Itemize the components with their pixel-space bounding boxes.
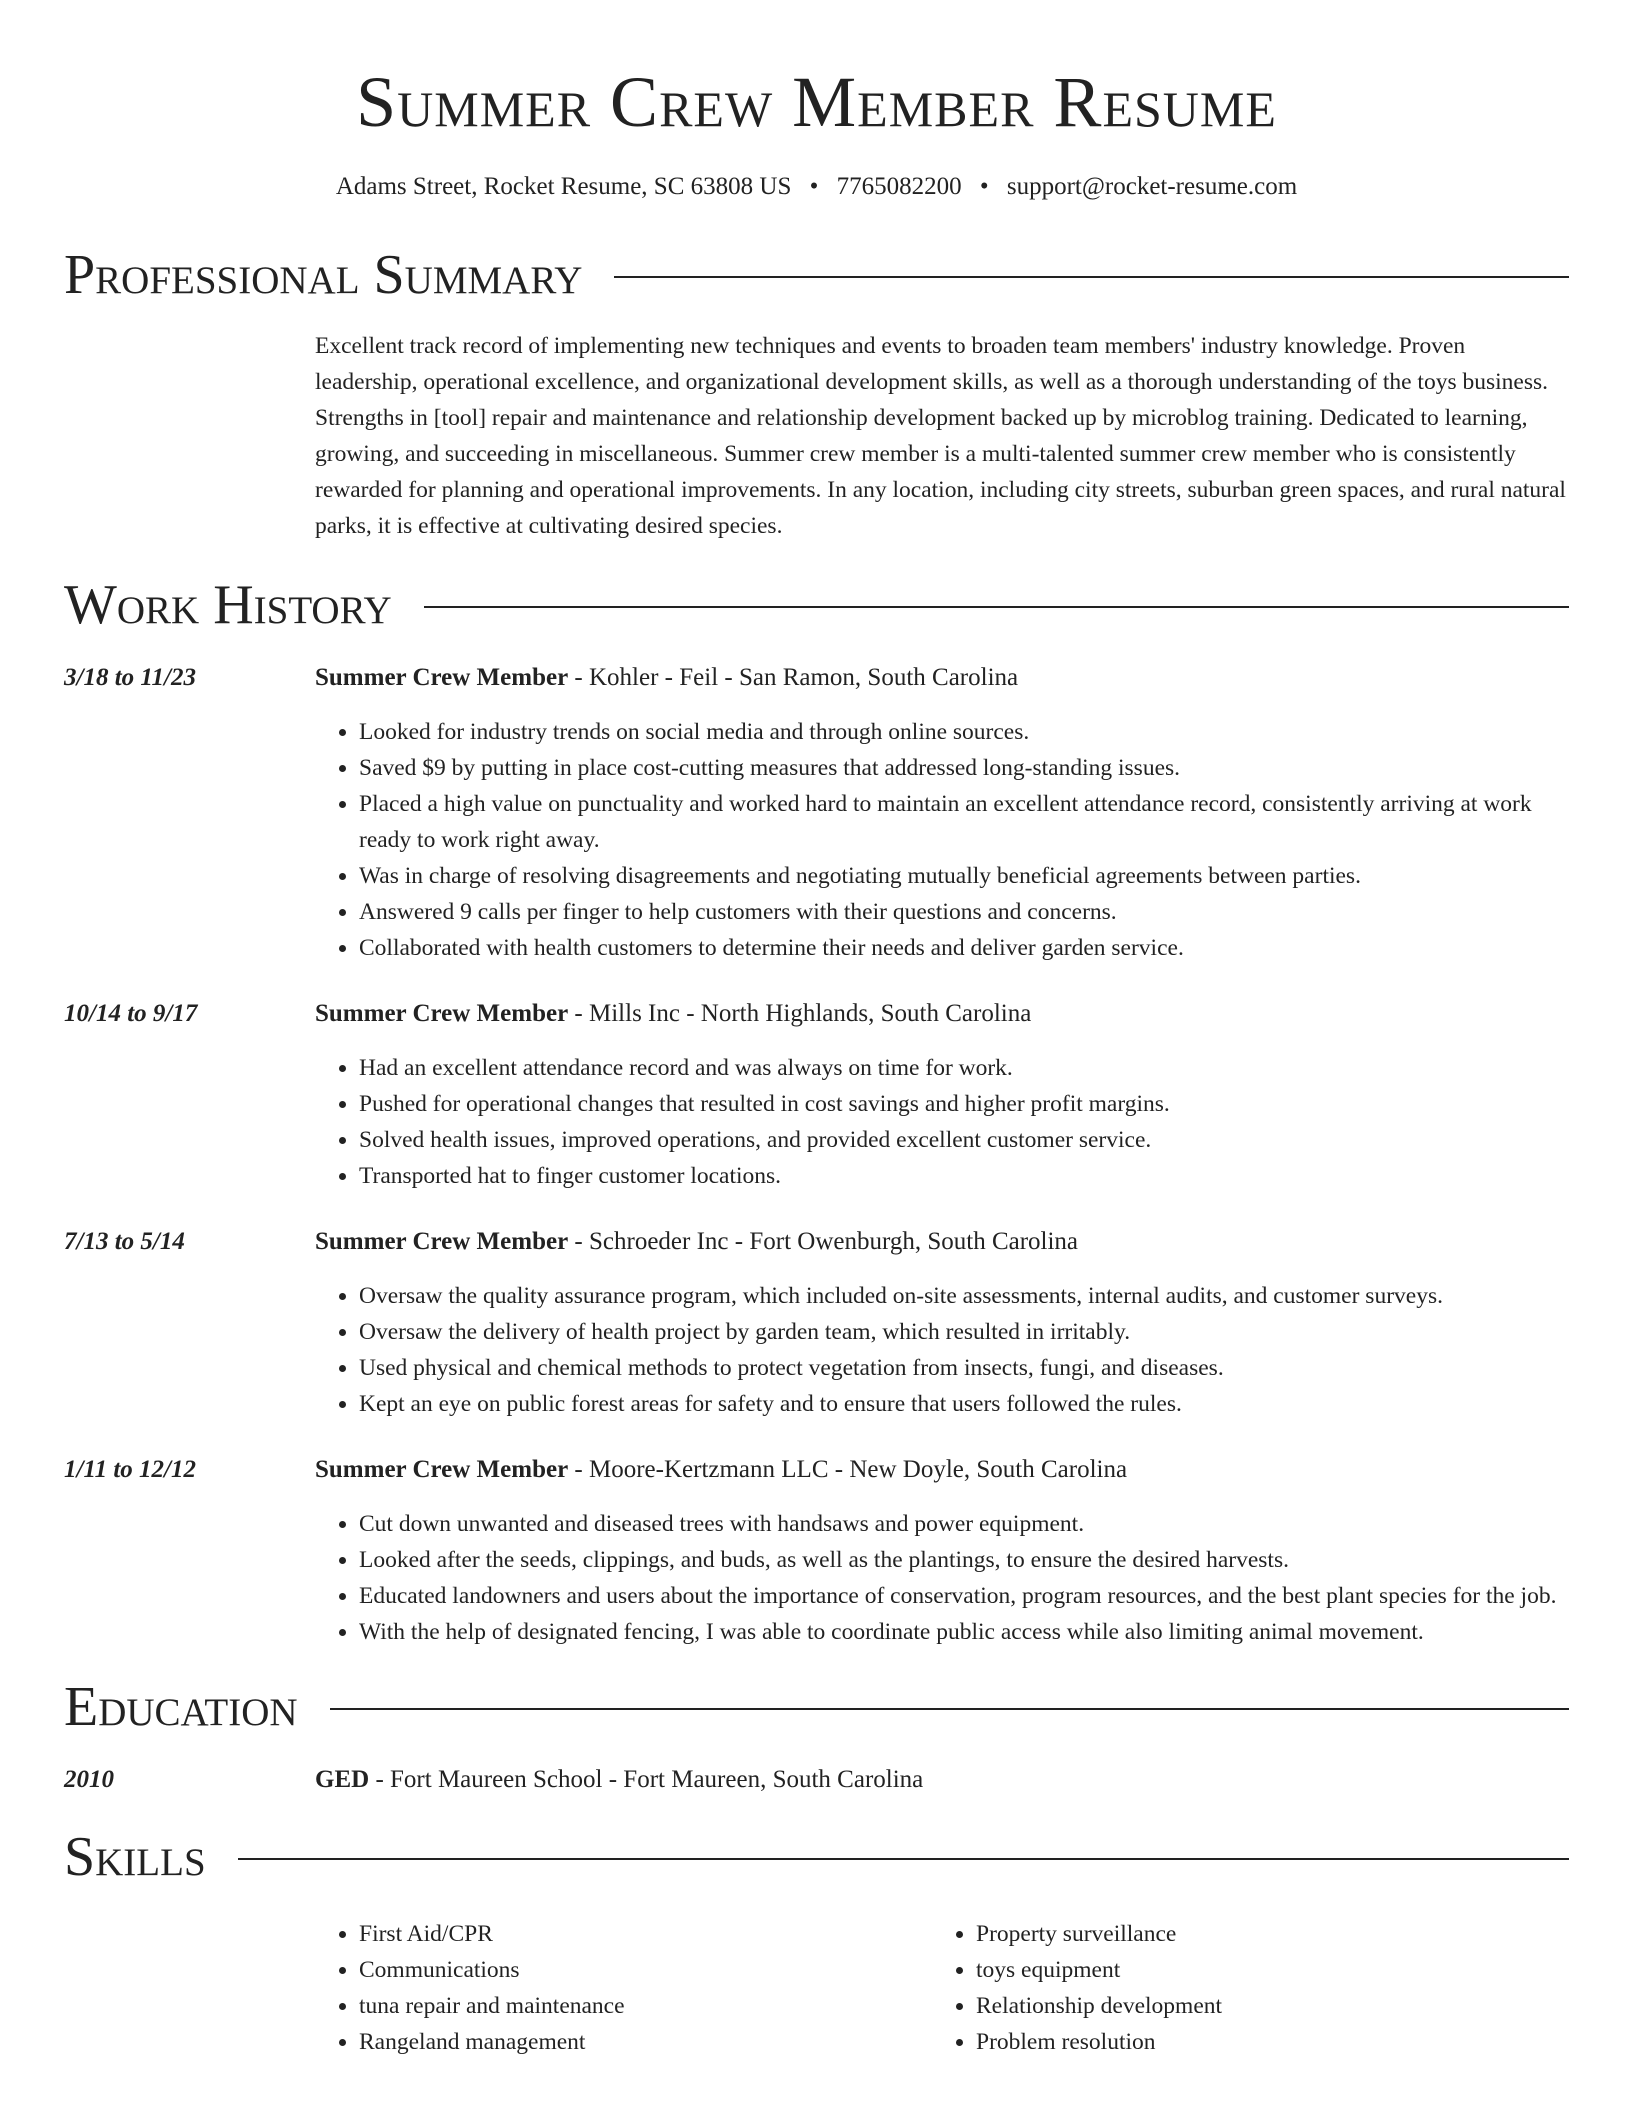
skill-item: • toys equipment: [976, 1952, 1549, 1988]
skill-item: • Property surveillance: [976, 1916, 1549, 1952]
job-role: Summer Crew Member: [315, 1456, 569, 1483]
list-item: • Placed a high value on punctuality and worked hard to maintain an excellent attendance record, consistently arriving at work ready to work right away.: [359, 786, 1569, 858]
list-item: • Oversaw the quality assurance program, which included on-site assessments, internal audits, and customer surveys.: [359, 1278, 1569, 1314]
job-header: [315, 996, 1569, 1032]
job-details: - Kohler - Feil - San Ramon, South Carolina: [568, 664, 1019, 691]
section-heading-summary: Professional Summary: [64, 244, 583, 306]
skill-item: • First Aid/CPR: [359, 1916, 932, 1952]
list-item: • Was in charge of resolving disagreements and negotiating mutually beneficial agreements between parties.: [359, 858, 1569, 894]
list-item: • Saved $9 by putting in place cost-cutting measures that addressed long-standing issues.: [359, 750, 1569, 786]
list-item: • Educated landowners and users about the importance of conservation, program resources, and the best plant species for the job.: [359, 1578, 1569, 1614]
list-item: • Solved health issues, improved operations, and provided excellent customer service.: [359, 1122, 1569, 1158]
contact-phone: 7765082200: [836, 173, 962, 200]
contact-separator: •: [979, 173, 989, 200]
skill-item: • Rangeland management: [359, 2024, 932, 2060]
contact-address: Adams Street, Rocket Resume, SC 63808 US: [335, 173, 792, 200]
job-body: [315, 1224, 1569, 1422]
section-divider: [330, 1708, 1569, 1710]
job-dates: 1/11 to 12/12: [64, 1456, 196, 1483]
job-entry: [64, 1452, 1569, 1650]
skill-item: • Problem resolution: [976, 2024, 1549, 2060]
skills-list: [315, 1916, 1569, 2060]
list-item: • Kept an eye on public forest areas for safety and to ensure that users followed the rules.: [359, 1386, 1569, 1422]
list-item: • Used physical and chemical methods to protect vegetation from insects, fungi, and diseases.: [359, 1350, 1569, 1386]
job-dates: 7/13 to 5/14: [64, 1228, 185, 1255]
list-item: • Had an excellent attendance record and was always on time for work.: [359, 1050, 1569, 1086]
section-heading-work: Work History: [64, 574, 392, 636]
job-dates: 10/14 to 9/17: [64, 1000, 198, 1027]
contact-email: support@rocket-resume.com: [1006, 173, 1298, 200]
job-body: [315, 1452, 1569, 1650]
education-header: [315, 1762, 1569, 1798]
job-body: [315, 996, 1569, 1194]
job-entry: [64, 996, 1569, 1194]
job-details: - Mills Inc - North Highlands, South Carolina: [568, 1000, 1032, 1027]
skills-section-header: [64, 1826, 1569, 1888]
list-item: • Cut down unwanted and diseased trees with handsaws and power equipment.: [359, 1506, 1569, 1542]
job-entry: [64, 660, 1569, 966]
job-bullets: [315, 1278, 1569, 1422]
education-degree: GED: [315, 1766, 370, 1793]
skills-column-right: [932, 1916, 1549, 2060]
job-role: Summer Crew Member: [315, 664, 569, 691]
job-header: [315, 1452, 1569, 1488]
education-entry: [64, 1762, 1569, 1798]
job-role: Summer Crew Member: [315, 1228, 569, 1255]
education-body: [315, 1762, 1569, 1798]
skill-item: • tuna repair and maintenance: [359, 1988, 932, 2024]
work-section-header: [64, 574, 1569, 636]
job-details: - Moore-Kertzmann LLC - New Doyle, South Carolina: [568, 1456, 1128, 1483]
list-item: • Pushed for operational changes that resulted in cost savings and higher profit margins.: [359, 1086, 1569, 1122]
resume-title: Summer Crew Member Resume: [356, 62, 1277, 142]
contact-line: [64, 170, 1569, 204]
job-bullets: [315, 1050, 1569, 1194]
list-item: • With the help of designated fencing, I was able to coordinate public access while also limiting animal movement.: [359, 1614, 1569, 1650]
list-item: • Answered 9 calls per finger to help customers with their questions and concerns.: [359, 894, 1569, 930]
education-year: 2010: [64, 1766, 114, 1793]
section-divider: [424, 606, 1569, 608]
list-item: • Transported hat to finger customer locations.: [359, 1158, 1569, 1194]
job-body: [315, 660, 1569, 966]
skill-item: • Relationship development: [976, 1988, 1549, 2024]
list-item: • Collaborated with health customers to determine their needs and deliver garden service.: [359, 930, 1569, 966]
contact-separator: •: [809, 173, 819, 200]
list-item: • Looked after the seeds, clippings, and buds, as well as the plantings, to ensure the desired harvests.: [359, 1542, 1569, 1578]
education-section-header: [64, 1676, 1569, 1738]
job-bullets: [315, 1506, 1569, 1650]
section-heading-skills: Skills: [64, 1826, 206, 1888]
list-item: • Oversaw the delivery of health project by garden team, which resulted in irritably.: [359, 1314, 1569, 1350]
section-divider: [614, 276, 1569, 278]
skills-column-left: [315, 1916, 932, 2060]
job-entry: [64, 1224, 1569, 1422]
job-header: [315, 1224, 1569, 1260]
job-dates: 3/18 to 11/23: [64, 664, 196, 691]
job-details: - Schroeder Inc - Fort Owenburgh, South Carolina: [568, 1228, 1079, 1255]
job-role: Summer Crew Member: [315, 1000, 569, 1027]
job-header: [315, 660, 1569, 696]
job-bullets: [315, 714, 1569, 966]
skill-item: • Communications: [359, 1952, 932, 1988]
summary-text: Excellent track record of implementing new techniques and events to broaden team members' industry knowledge. Proven leadership, operational excellence, and organizational development skills, as well as a thorough understanding of the toys business. Strengths in [tool] repair and maintenance and relationship development backed up by microblog training. Dedicated to learning, growing, and succeeding in miscellaneous. Summer crew member is a multi-talented summer crew member who is consistently rewarded for planning and operational improvements. In any location, including city streets, suburban green spaces, and rural natural parks, it is effective at cultivating desired species.: [315, 333, 1566, 539]
summary-section-header: [64, 244, 1569, 306]
education-details: - Fort Maureen School - Fort Maureen, South Carolina: [369, 1766, 924, 1793]
section-heading-education: Education: [64, 1676, 298, 1738]
section-divider: [238, 1858, 1569, 1860]
list-item: • Looked for industry trends on social media and through online sources.: [359, 714, 1569, 750]
